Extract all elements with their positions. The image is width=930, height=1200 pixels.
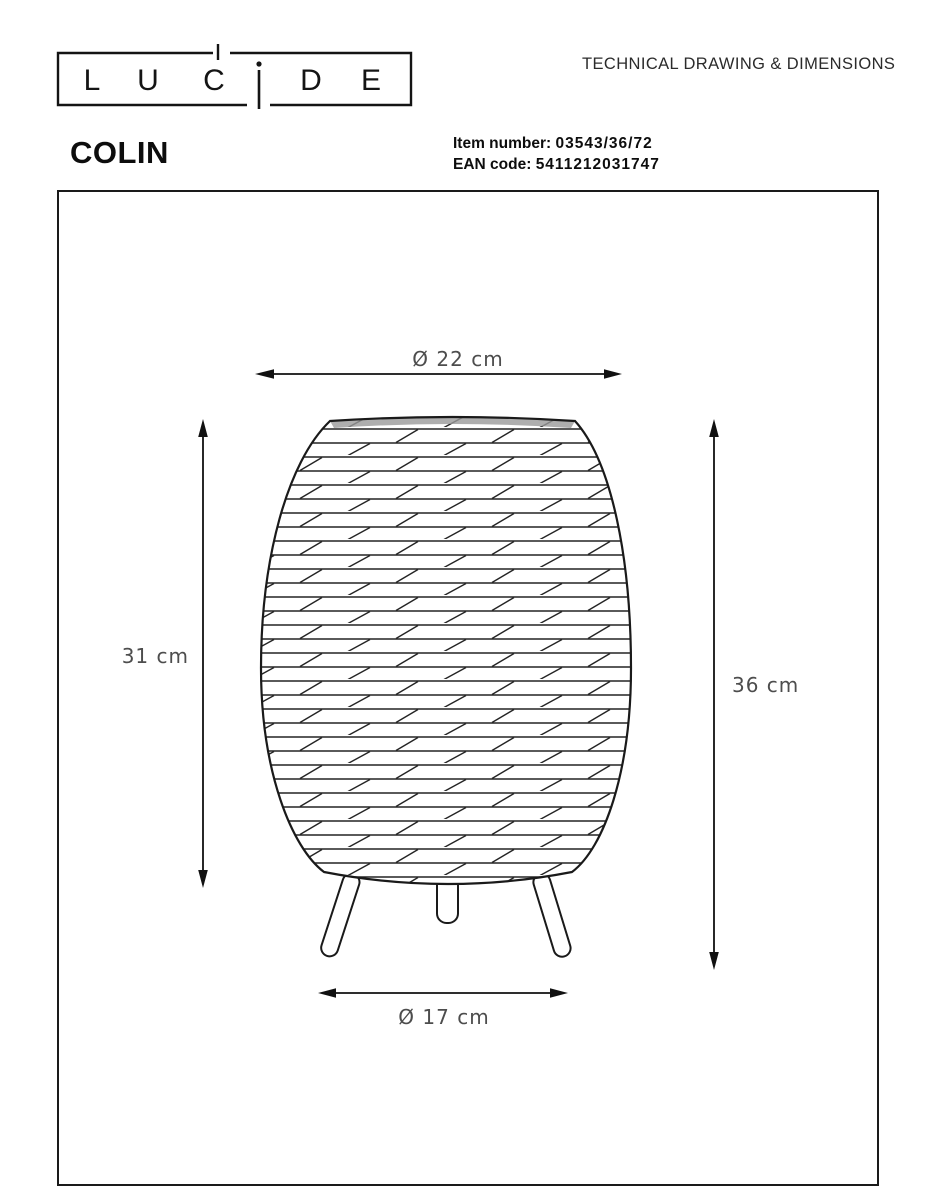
dim-right-label: 36 cm bbox=[732, 673, 800, 697]
dim-bottom-arrow bbox=[318, 988, 568, 998]
dim-top-label: Ø 22 cm bbox=[412, 347, 504, 371]
dim-right-arrow bbox=[709, 419, 719, 970]
item-number-row bbox=[453, 133, 660, 154]
logo-letter: L bbox=[83, 64, 101, 97]
item-number-label: Item number: bbox=[453, 135, 552, 152]
product-name: COLIN bbox=[70, 135, 169, 170]
doc-title: TECHNICAL DRAWING & DIMENSIONS bbox=[582, 55, 896, 73]
ean-value: 5411212031747 bbox=[535, 156, 660, 173]
logo-letter: D bbox=[300, 64, 322, 97]
lamp-technical-drawing bbox=[57, 190, 879, 1186]
logo-i-dot bbox=[256, 61, 261, 66]
item-number-value: 03543/36/72 bbox=[555, 135, 653, 152]
dim-bottom-label: Ø 17 cm bbox=[398, 1005, 490, 1029]
lamp-leg-right bbox=[531, 872, 572, 959]
logo-letter: C bbox=[203, 64, 225, 97]
logo-letter: E bbox=[360, 64, 382, 97]
item-info-block bbox=[453, 133, 660, 175]
logo-letter: U bbox=[137, 64, 159, 97]
brand-logo bbox=[50, 38, 430, 122]
dim-left-arrow bbox=[198, 419, 208, 888]
ean-row bbox=[453, 154, 660, 175]
lamp-leg-left bbox=[319, 871, 362, 958]
dim-left-label: 31 cm bbox=[121, 644, 189, 668]
logo-box-border bbox=[58, 53, 411, 105]
lamp-body-fill bbox=[261, 417, 631, 884]
ean-label: EAN code: bbox=[453, 156, 532, 173]
